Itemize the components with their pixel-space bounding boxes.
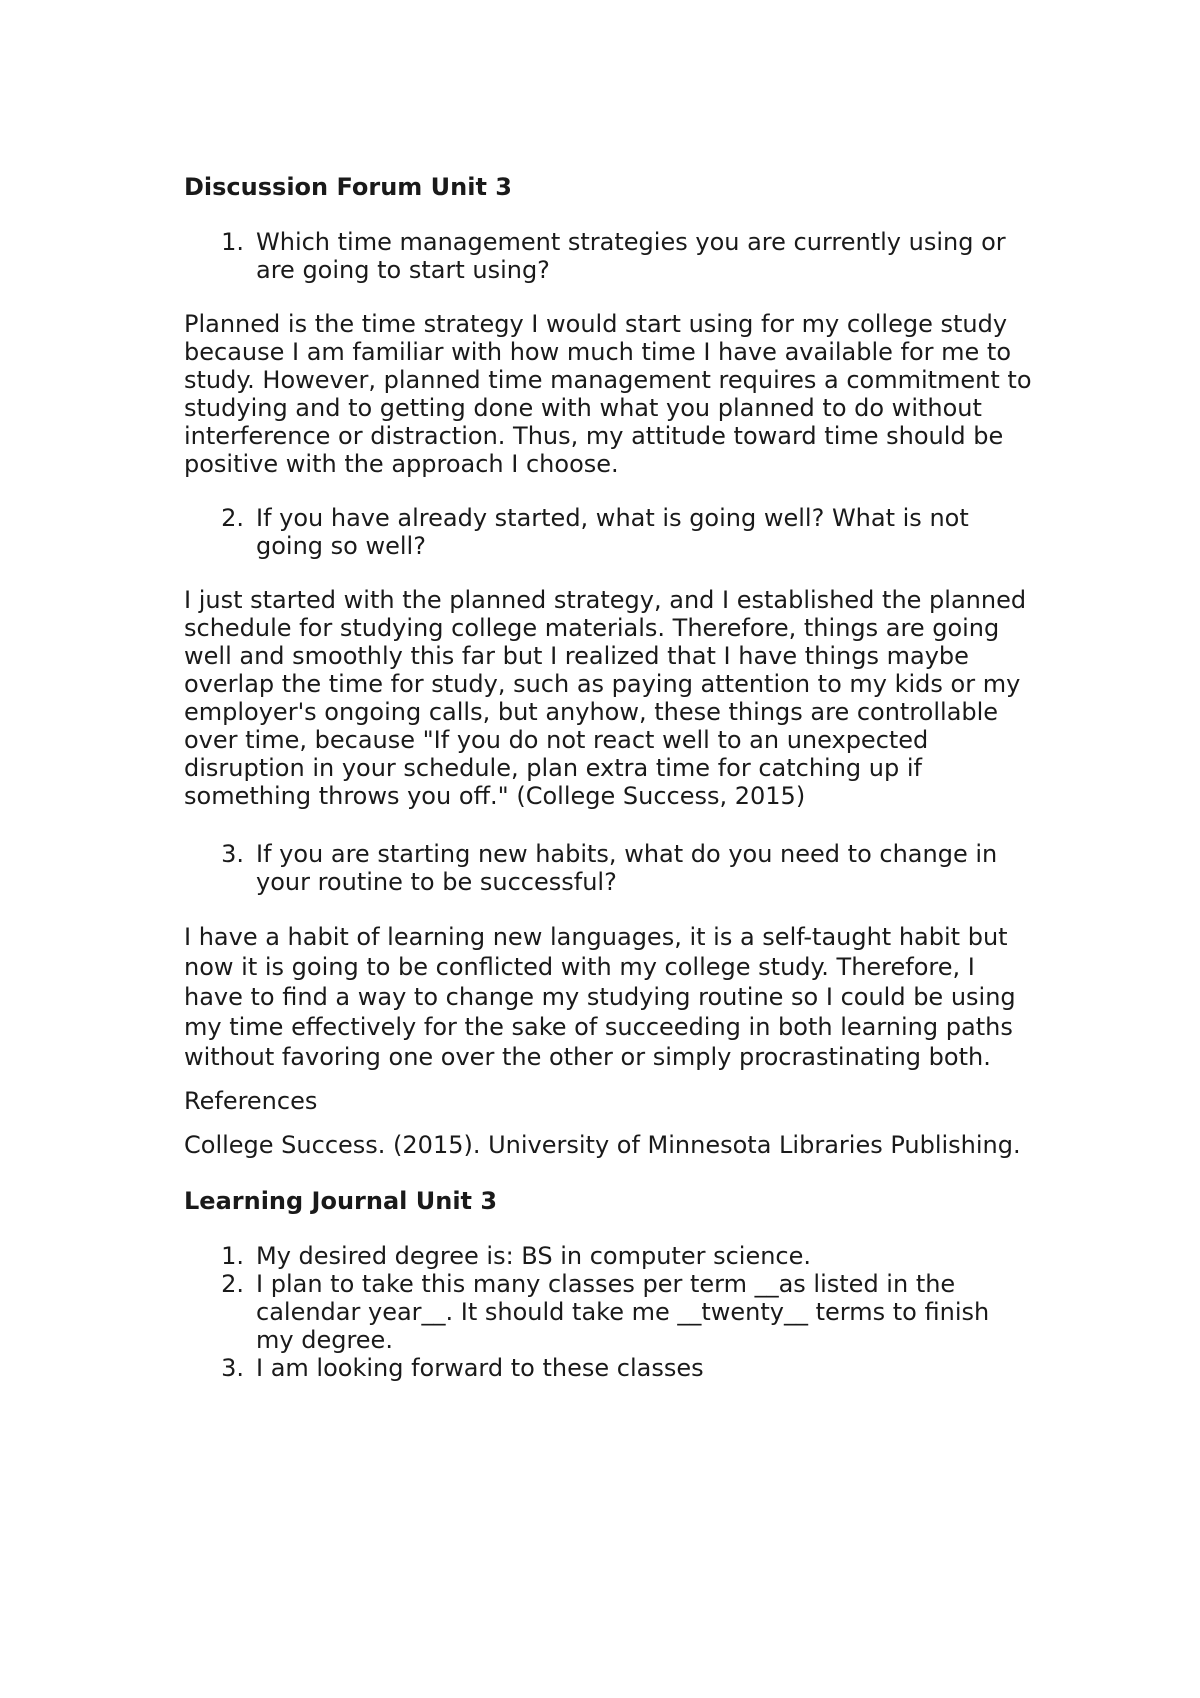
discussion-title: Discussion Forum Unit 3 — [184, 173, 512, 201]
question-2 — [184, 504, 1034, 560]
question-1 — [184, 228, 1034, 284]
journal-item-1 — [184, 1242, 1034, 1270]
journal-item-number: 3. — [221, 1354, 244, 1382]
journal-title: Learning Journal Unit 3 — [184, 1187, 498, 1215]
references-heading: References — [184, 1087, 318, 1115]
question-text: If you are starting new habits, what do you need to change in your routine to be successful? — [256, 840, 998, 896]
journal-item-number: 1. — [221, 1242, 244, 1270]
question-number: 1. — [221, 228, 244, 256]
question-3 — [184, 840, 1034, 896]
answer-3: I have a habit of learning new languages, it is a self-taught habit but now it is going to be conflicted with my college study. Therefore, I have to find a way to change my studying routine so I could be using my time effectively for the sake of succeeding in both learning paths without favoring one over the other or simply procrastinating both. — [184, 923, 1016, 1071]
answer-2: I just started with the planned strategy, and I established the planned schedule for studying college materials. Therefore, things are going well and smoothly this far but I realized that I have things maybe overlap the time for study, such as paying attention to my kids or my employer's ongoing calls, but anyhow, these things are controllable over time, because "If you do not react well to an unexpected disruption in your schedule, plan extra time for catching up if something throws you off." (College Success, 2015) — [184, 586, 1027, 810]
journal-item-3 — [184, 1354, 1034, 1382]
journal-item-text: My desired degree is: BS in computer science. — [256, 1242, 812, 1270]
answer-1: Planned is the time strategy I would start using for my college study because I am familiar with how much time I have available for me to study. However, planned time management requires a commitment to studying and to getting done with what you planned to do without interference or distraction. Thus, my attitude toward time should be positive with the approach I choose. — [184, 310, 1032, 478]
journal-item-number: 2. — [221, 1270, 244, 1298]
journal-item-text: I plan to take this many classes per term __as listed in the calendar year__. It should take me __twenty__ terms to finish my degree. — [256, 1270, 990, 1354]
journal-item-2 — [184, 1270, 1034, 1354]
journal-item-text: I am looking forward to these classes — [256, 1354, 704, 1382]
document-page — [184, 172, 1034, 1382]
question-text: Which time management strategies you are currently using or are going to start using? — [256, 228, 1006, 284]
question-number: 2. — [221, 504, 244, 532]
question-number: 3. — [221, 840, 244, 868]
reference-entry: College Success. (2015). University of Minnesota Libraries Publishing. — [184, 1131, 1021, 1159]
question-text: If you have already started, what is going well? What is not going so well? — [256, 504, 969, 560]
